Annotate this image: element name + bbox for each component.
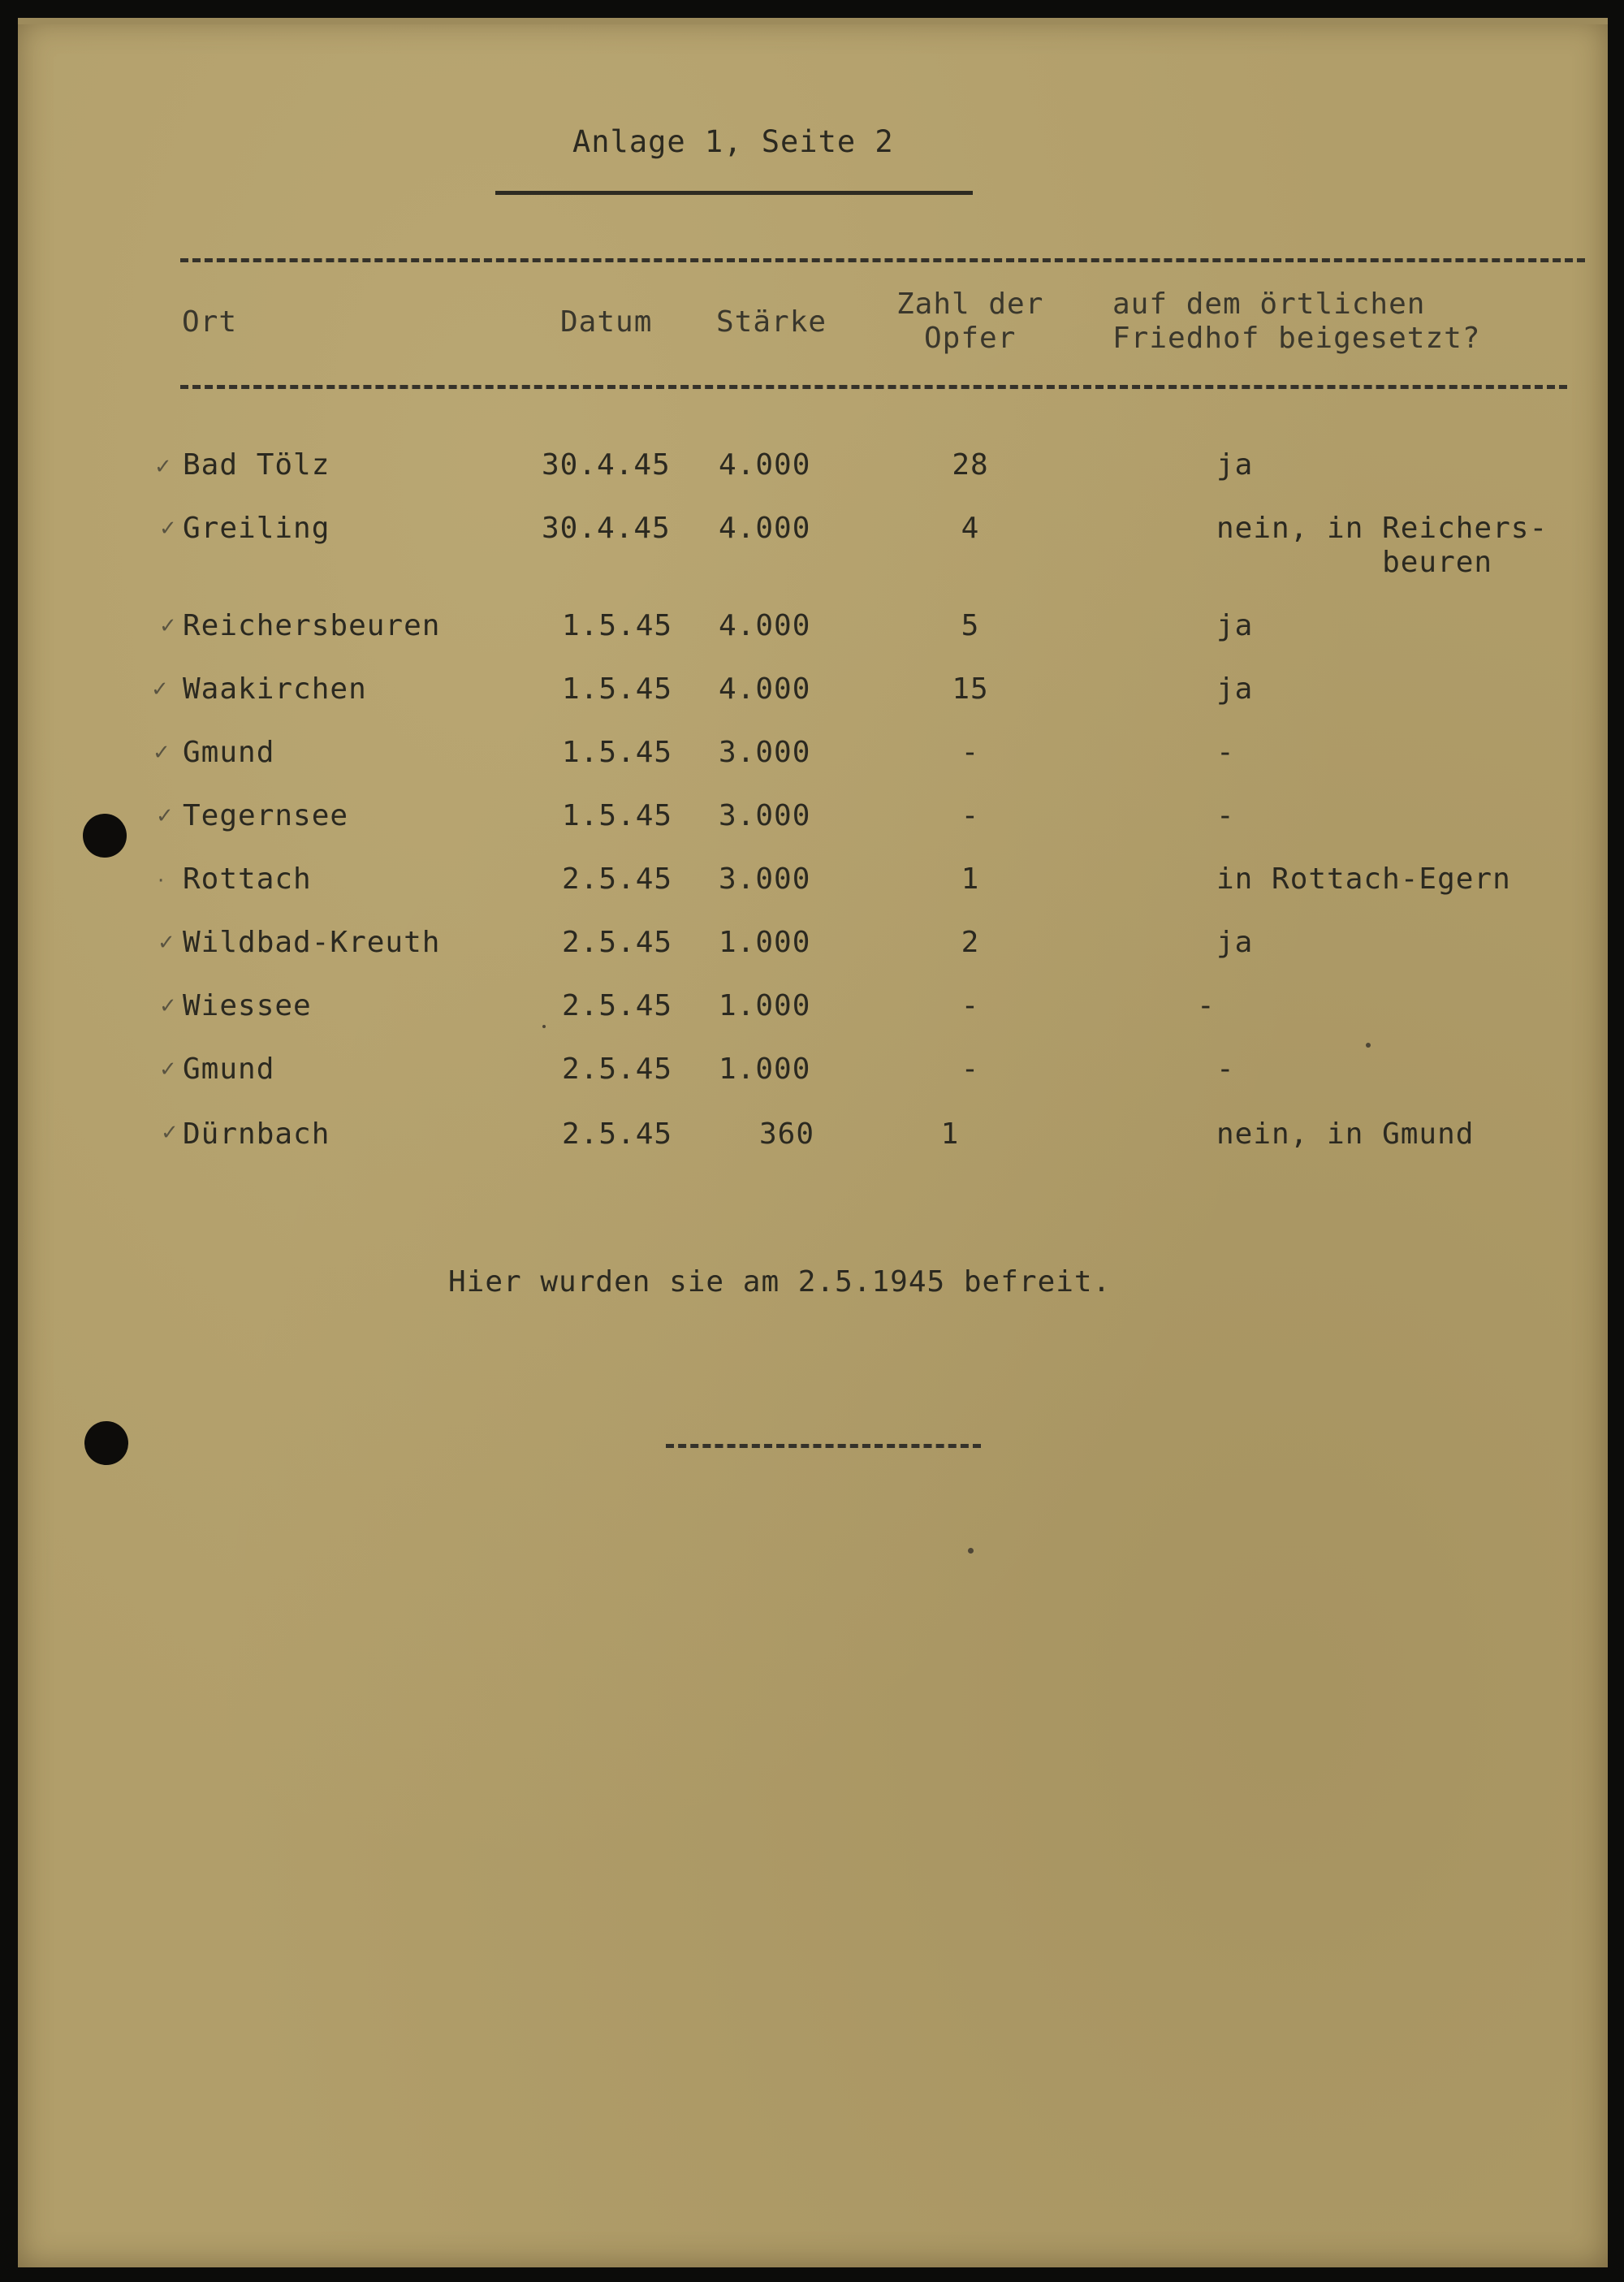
cell-opfer: - [961, 736, 980, 769]
cell-staerke: 4.000 [719, 672, 811, 706]
cell-datum: 30.4.45 [542, 448, 671, 482]
table-header-rule [180, 385, 1567, 389]
check-mark-icon: ✓ [161, 1121, 179, 1145]
cell-opfer: 5 [961, 609, 980, 642]
cell-opfer: 2 [961, 926, 980, 959]
cell-opfer: - [961, 799, 980, 832]
check-mark-icon: ✓ [159, 1057, 177, 1082]
paper-speck [542, 1025, 546, 1028]
cell-friedhof: nein, in Gmund [1216, 1117, 1475, 1151]
cell-ort: Greiling [183, 512, 330, 545]
cell-datum: 1.5.45 [562, 609, 673, 642]
paper-top-edge [18, 18, 1608, 24]
check-mark-icon: ✓ [151, 677, 169, 702]
check-mark-icon: ✓ [159, 516, 177, 541]
cell-ort: Gmund [183, 736, 275, 769]
cell-opfer: 4 [961, 512, 980, 545]
cell-datum: 30.4.45 [542, 512, 671, 545]
cell-datum: 2.5.45 [562, 1117, 673, 1151]
header-ort: Ort [182, 305, 238, 339]
cell-staerke: 360 [759, 1117, 815, 1151]
cell-opfer: 15 [952, 672, 989, 706]
header-zahl-der-opfer: Zahl der Opfer [896, 287, 1044, 355]
punch-hole [84, 1421, 128, 1465]
cell-datum: 1.5.45 [562, 736, 673, 769]
cell-friedhof: ja [1216, 448, 1254, 482]
cell-friedhof: ja [1216, 672, 1254, 706]
cell-friedhof: - [1197, 989, 1216, 1022]
check-mark-icon: ✓ [153, 741, 171, 765]
cell-datum: 2.5.45 [562, 989, 673, 1022]
cell-ort: Wiessee [183, 989, 312, 1022]
cell-friedhof: - [1216, 1052, 1235, 1086]
cell-datum: 2.5.45 [562, 1052, 673, 1086]
header-staerke: Stärke [716, 305, 827, 339]
cell-staerke: 3.000 [719, 862, 811, 896]
cell-friedhof: ja [1216, 926, 1254, 959]
check-mark-icon: ✓ [158, 931, 175, 955]
cell-friedhof: in Rottach-Egern [1216, 862, 1511, 896]
header-friedhof: auf dem örtlichen Friedhof beigesetzt? [1112, 287, 1481, 355]
cell-ort: Rottach [183, 862, 312, 896]
cell-opfer: - [961, 1052, 980, 1086]
cell-ort: Dürnbach [183, 1117, 330, 1151]
title-underline [495, 191, 973, 195]
cell-opfer: 1 [961, 862, 980, 896]
cell-staerke: 1.000 [719, 989, 811, 1022]
cell-datum: 1.5.45 [562, 672, 673, 706]
cell-friedhof: - [1216, 736, 1235, 769]
table-top-rule [180, 258, 1585, 262]
cell-staerke: 4.000 [719, 512, 811, 545]
cell-friedhof: - [1216, 799, 1235, 832]
cell-staerke: 3.000 [719, 799, 811, 832]
closing-separator [666, 1444, 981, 1448]
cell-opfer: - [961, 989, 980, 1022]
cell-staerke: 1.000 [719, 926, 811, 959]
check-mark-icon: ✓ [154, 455, 172, 479]
cell-staerke: 1.000 [719, 1052, 811, 1086]
cell-friedhof: nein, in Reichers- beuren [1216, 512, 1548, 579]
header-datum: Datum [560, 305, 653, 339]
check-mark-icon: · [158, 869, 165, 893]
cell-ort: Waakirchen [183, 672, 367, 706]
page-title: Anlage 1, Seite 2 [572, 124, 894, 159]
liberation-note: Hier wurden sie am 2.5.1945 befreit. [448, 1265, 1112, 1299]
punch-hole [83, 814, 127, 858]
cell-staerke: 4.000 [719, 609, 811, 642]
paper-speck [1366, 1043, 1371, 1048]
check-mark-icon: ✓ [159, 994, 177, 1018]
cell-ort: Wildbad-Kreuth [183, 926, 441, 959]
cell-ort: Bad Tölz [183, 448, 330, 482]
cell-opfer: 28 [952, 448, 989, 482]
paper-speck [968, 1548, 974, 1554]
cell-opfer: 1 [940, 1117, 960, 1151]
cell-staerke: 3.000 [719, 736, 811, 769]
cell-ort: Tegernsee [183, 799, 349, 832]
check-mark-icon: ✓ [159, 614, 177, 638]
cell-ort: Reichersbeuren [183, 609, 441, 642]
cell-datum: 2.5.45 [562, 862, 673, 896]
cell-staerke: 4.000 [719, 448, 811, 482]
check-mark-icon: ✓ [156, 804, 174, 828]
cell-datum: 1.5.45 [562, 799, 673, 832]
cell-friedhof: ja [1216, 609, 1254, 642]
cell-datum: 2.5.45 [562, 926, 673, 959]
cell-ort: Gmund [183, 1052, 275, 1086]
